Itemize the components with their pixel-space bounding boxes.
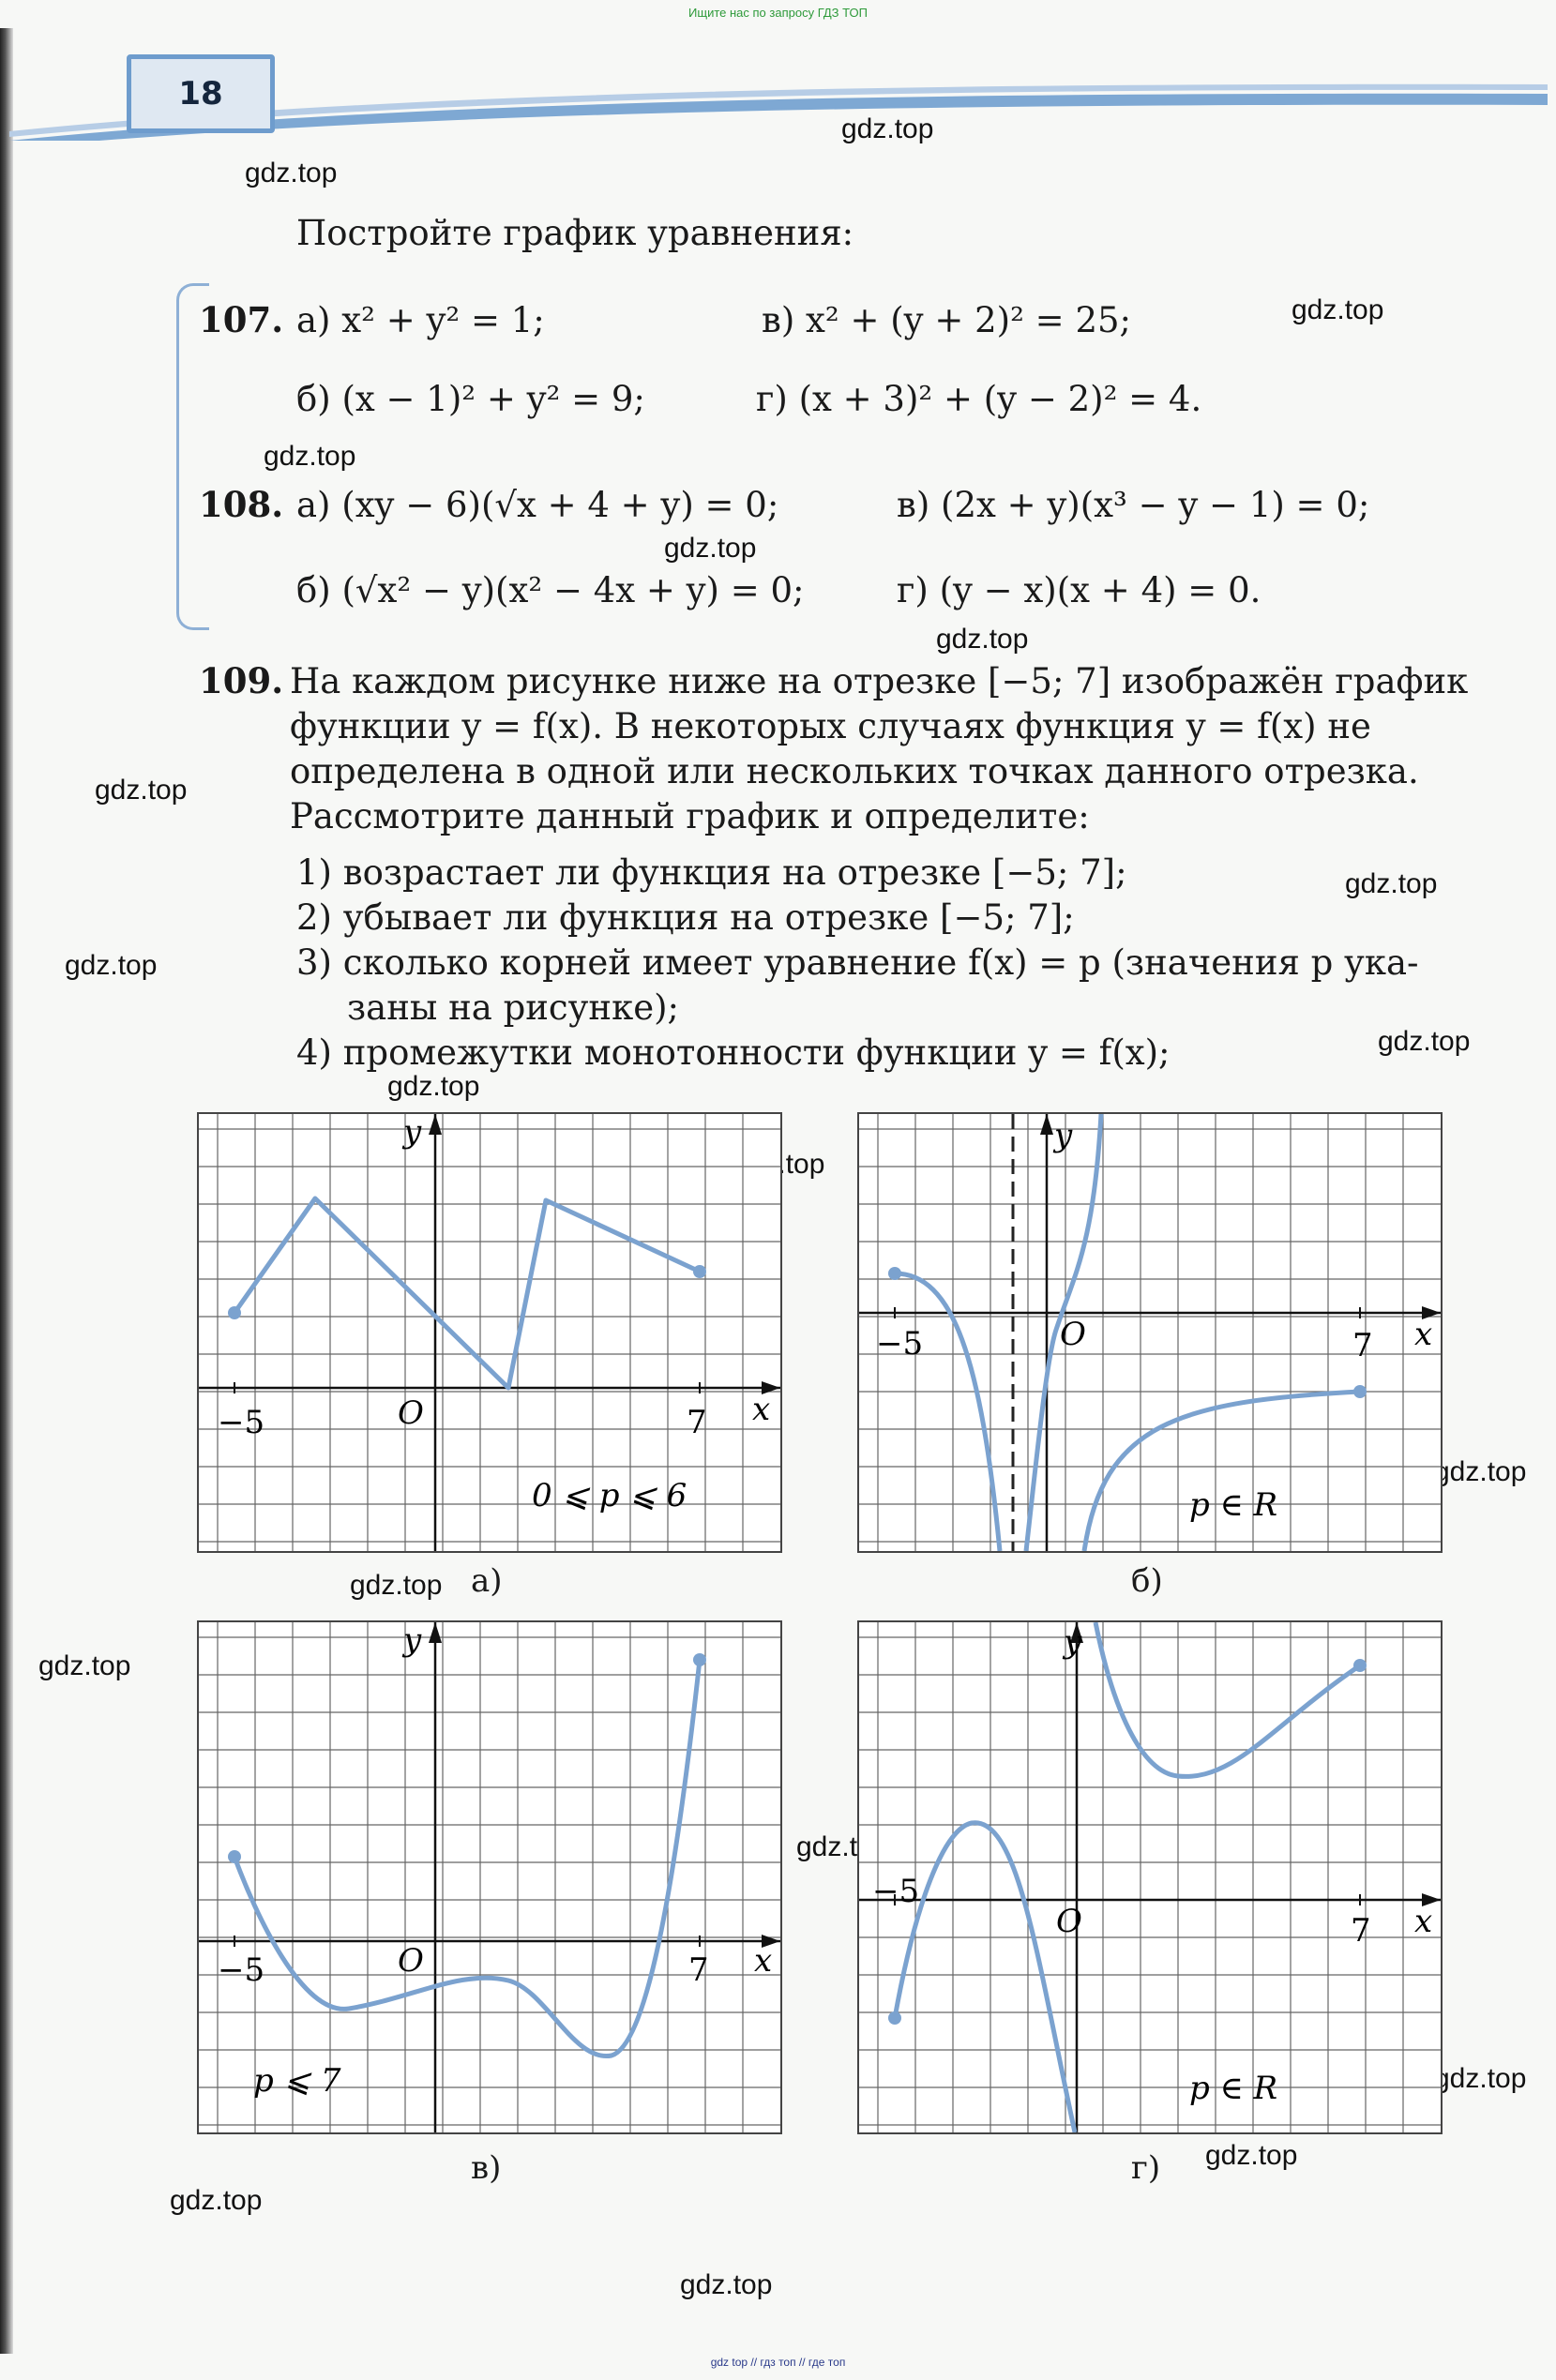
book-spine-shadow [0,28,13,2354]
watermark: gdz.top [680,2269,773,2300]
exercise-107-a: а) x² + y² = 1; [296,300,545,340]
exercise-107-g: г) (x + 3)² + (y − 2)² = 4. [756,379,1202,419]
exercise-109-item: заны на рисунке); [347,987,680,1028]
watermark: gdz.top [733,1149,825,1180]
exercise-109-item: 1) возрастает ли функция на отрезке [−5; 7]; [296,852,1127,893]
tick-label-left: −5 [876,1325,924,1363]
y-axis-label: y [403,1113,422,1151]
watermark: gdz.top [664,533,757,564]
exercise-109-number: 109. [199,660,284,701]
condition-label: 0 ⩽ p ⩽ 6 [532,1477,687,1514]
exercise-108-v: в) (2x + y)(x³ − y − 1) = 0; [897,485,1370,525]
origin-label: O [398,1942,424,1980]
exercise-107-v: в) x² + (y + 2)² = 25; [762,300,1131,340]
condition-label: p ∈ R [1189,1486,1278,1524]
exercise-109-line: Рассмотрите данный график и определите: [290,796,1090,836]
graph-g-caption: г) [1131,2149,1161,2187]
watermark: gdz.top [95,775,188,806]
grid [859,1622,1441,2132]
tick-label-right: 7 [688,1951,709,1989]
page-number: 18 [127,54,275,133]
graph-a-caption: а) [471,1562,503,1600]
exercise-107-number: 107. [199,299,284,340]
exercise-109-item: 4) промежутки монотонности функции y = f(x); [296,1032,1171,1073]
exercise-109-item: 2) убывает ли функция на отрезке [−5; 7]; [296,897,1075,938]
function-curve [895,1823,1075,2132]
x-axis-label: x [754,1942,773,1980]
watermark: gdz.top [65,950,158,981]
tick-label-right: 7 [1352,1327,1373,1364]
function-curve [1095,1622,1360,1776]
tick-label-left: −5 [218,1404,265,1441]
endpoint [228,1306,241,1319]
origin-label: O [398,1394,424,1432]
top-note: Ищите нас по запросу ГДЗ ТОП [688,6,868,20]
exercise-108-g: г) (y − x)(x + 4) = 0. [897,570,1261,610]
watermark: gdz.top [245,158,338,188]
y-axis-label: y [1064,1623,1082,1661]
graph-v [197,1620,782,2134]
watermark: gdz.top [264,441,356,472]
watermark: gdz.top [38,1650,131,1681]
watermark: gdz.top [387,1071,480,1102]
tick-label-left: −5 [872,1873,920,1910]
origin-label: O [1060,1316,1086,1353]
y-axis-label: y [403,1621,422,1659]
watermark: gdz.top [936,624,1029,655]
graph-g [857,1620,1443,2134]
watermark: gdz.top [350,1570,443,1601]
condition-label: p ∈ R [1189,2070,1278,2107]
graph-v-caption: в) [471,2149,502,2187]
endpoint [888,1267,901,1280]
exercise-109-line: На каждом рисунке ниже на отрезке [−5; 7] изображён график [290,661,1469,701]
endpoint [228,1850,241,1863]
y-axis-arrow [429,1114,442,1135]
exercise-109-line: определена в одной или нескольких точках данного отрезка. [290,751,1419,791]
watermark: gdz.top [841,113,934,144]
y-axis-label: y [1054,1117,1073,1154]
graph-a [197,1112,782,1553]
section-heading: Постройте график уравнения: [296,213,854,253]
watermark: gdz.top [1205,2140,1298,2171]
watermark: gdz.top [1434,2063,1527,2094]
endpoint [1353,1385,1367,1398]
grid [199,1114,780,1551]
y-axis-arrow [1040,1114,1053,1135]
function-curve [1084,1392,1360,1551]
endpoint [888,2011,901,2025]
watermark: gdz.top [1434,1456,1527,1487]
watermark: gdz.top [1378,1026,1471,1057]
exercise-109-line: функции y = f(x). В некоторых случаях функция y = f(x) не [290,706,1371,746]
watermark: gdz.top [796,1831,889,1862]
function-curve [895,1273,1000,1551]
endpoint [1353,1659,1367,1672]
endpoint [693,1653,706,1666]
x-axis-label: x [752,1391,771,1428]
origin-label: O [1056,1903,1082,1940]
exercise-108-b: б) (√x² − y)(x² − 4x + y) = 0; [296,570,805,610]
bottom-note: gdz top // гдз топ // где топ [710,2356,846,2369]
y-axis-arrow [429,1622,442,1643]
tick-label-left: −5 [218,1951,265,1989]
watermark: gdz.top [1345,868,1438,899]
x-axis-label: x [1414,1903,1433,1940]
exercise-108-number: 108. [199,484,284,525]
endpoint [693,1265,706,1278]
x-axis-label: x [1414,1316,1433,1353]
exercise-107-b: б) (x − 1)² + y² = 9; [296,379,645,419]
watermark: gdz.top [170,2185,263,2216]
condition-label: p ⩽ 7 [253,2062,341,2100]
exercise-108-a: а) (xy − 6)(√x + 4 + y) = 0; [296,485,779,525]
tick-label-right: 7 [687,1404,707,1441]
exercise-109-item: 3) сколько корней имеет уравнение f(x) = p (значения p ука- [296,942,1419,983]
tick-label-right: 7 [1351,1912,1371,1950]
graph-b-caption: б) [1131,1562,1163,1600]
graph-b [857,1112,1443,1553]
watermark: gdz.top [1292,294,1384,325]
